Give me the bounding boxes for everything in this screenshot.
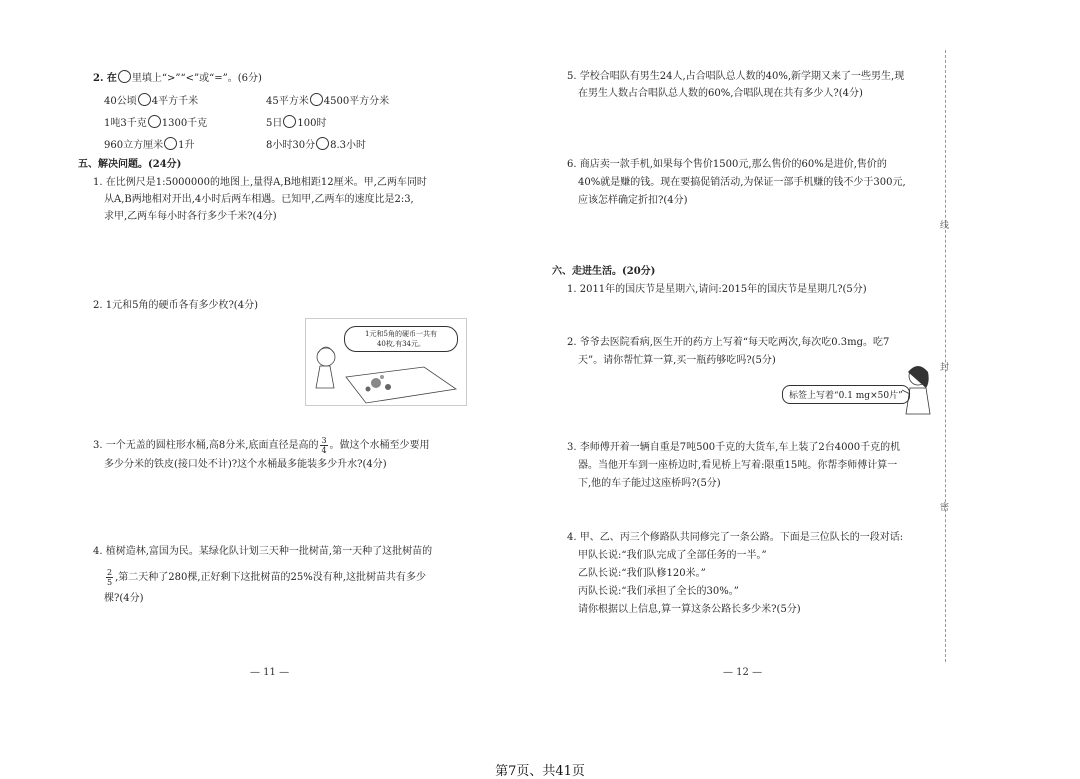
girl-drawing	[898, 362, 938, 418]
compare-circle	[138, 93, 151, 106]
problem-5-line: 在男生人数占合唱队总人数的60%,合唱队现在共有多少人?(4分)	[578, 88, 863, 99]
page-footer: 第7页、共41页	[495, 764, 585, 779]
life-q4-line: 丙队长说:“我们承担了全长的30%。”	[578, 586, 739, 597]
life-q3-line: 下,他的车子能过这座桥吗?(5分)	[578, 478, 721, 489]
compare-circle	[316, 137, 329, 150]
binding-mark: 线	[940, 221, 950, 231]
problem-3-line: 多少分米的铁皮(接口处不计)?这个水桶最多能装多少升水?(4分)	[104, 459, 387, 470]
problem-4-line: 4. 植树造林,富国为民。某绿化队计划三天种一批树苗,第一天种了这批树苗的	[93, 546, 433, 557]
section-5-heading: 五、解决问题。(24分)	[78, 159, 182, 170]
compare-circle	[283, 115, 296, 128]
compare-item: 40公顷 4平方千米	[104, 93, 198, 109]
problem-6-line: 40%就是赚的钱。现在要搞促销活动,为保证一部手机赚的钱不少于300元,	[578, 177, 906, 188]
girl-figure	[898, 362, 938, 418]
life-q4-line: 甲队长说:“我们队完成了全部任务的一半。”	[578, 550, 767, 561]
life-q4-line: 乙队长说:“我们队修120米。”	[578, 568, 706, 579]
life-q4-line: 4. 甲、乙、丙三个修路队共同修完了一条公路。下面是三位队长的一段对话:	[567, 532, 904, 543]
page-number-right: — 12 —	[723, 667, 763, 678]
problem-5-line: 5. 学校合唱队有男生24人,占合唱队总人数的40%,新学期又来了一些男生,现	[567, 71, 905, 82]
binding-mark: 密	[940, 503, 950, 513]
fraction: $\frac{2}{5}$	[107, 568, 113, 587]
problem-6-line: 6. 商店卖一款手机,如果每个售价1500元,那么售价的60%是进价,售价的	[567, 159, 887, 170]
binding-dashed-line	[945, 50, 946, 662]
problem-1-line: 从A,B两地相对开出,4小时后两车相遇。已知甲,乙两车的速度比是2:3,	[104, 194, 414, 205]
compare-item: 45平方米 4500平方分米	[266, 93, 389, 109]
q2-title: 2. 在 里填上“>”“<”或“=”。(6分)	[93, 70, 262, 86]
section-6-heading: 六、走进生活。(20分)	[552, 266, 656, 277]
problem-4-line: 棵?(4分)	[104, 593, 144, 604]
life-q2-line: 2. 爷爷去医院看病,医生开的药方上写着“每天吃两次,每次吃0.3mg。吃7	[567, 337, 890, 348]
compare-circle	[164, 137, 177, 150]
problem-1-line: 1. 在比例尺是1:5000000的地图上,量得A,B地相距12厘米。甲,乙两车同时	[93, 177, 427, 188]
compare-circle	[310, 93, 323, 106]
compare-item: 5日 100时	[266, 115, 326, 131]
compare-item: 1吨3千克 1300千克	[104, 115, 207, 131]
compare-item: 8小时30分 8.3小时	[266, 137, 366, 153]
compare-circle	[118, 70, 131, 83]
speech-bubble: 1元和5角的硬币一共有 40枚,有34元。	[344, 326, 458, 352]
life-q4-line: 请你根据以上信息,算一算这条公路长多少米?(5分)	[578, 604, 801, 615]
life-q1: 1. 2011年的国庆节是星期六,请问:2015年的国庆节是星期几?(5分)	[567, 284, 867, 295]
fraction: $\frac{3}{4}$	[321, 436, 327, 455]
binding-mark: 封	[940, 363, 950, 373]
life-q3-line: 器。当他开车到一座桥边时,看见桥上写着:限重15吨。你帮李师傅计算一	[578, 460, 898, 471]
page-number-left: — 11 —	[250, 667, 290, 678]
compare-item: 960立方厘米 1升	[104, 137, 194, 153]
problem-2: 2. 1元和5角的硬币各有多少枚?(4分)	[93, 300, 258, 311]
life-q2-line: 天”。请你帮忙算一算,买一瓶药够吃吗?(5分)	[578, 355, 776, 366]
medicine-label-box: 标签上写着“0.1 mg×50片”	[782, 385, 910, 404]
life-q3-line: 3. 李师傅开着一辆自重是7吨500千克的大货车,车上装了2台4000千克的机	[567, 442, 901, 453]
problem-3-line: 3. 一个无盖的圆柱形水桶,高8分米,底面直径是高的 $\frac{3}{4}$ 。做这个水桶至少要用	[93, 436, 430, 455]
compare-circle	[148, 115, 161, 128]
problem-1-line: 求甲,乙两车每小时各行多少千米?(4分)	[104, 211, 277, 222]
problem-4-line: $\frac{2}{5}$ ,第二天种了280棵,正好剩下这批树苗的25%没有种,这批树苗共有多少	[107, 568, 426, 587]
problem-6-line: 应该怎样确定折扣?(4分)	[578, 195, 688, 206]
